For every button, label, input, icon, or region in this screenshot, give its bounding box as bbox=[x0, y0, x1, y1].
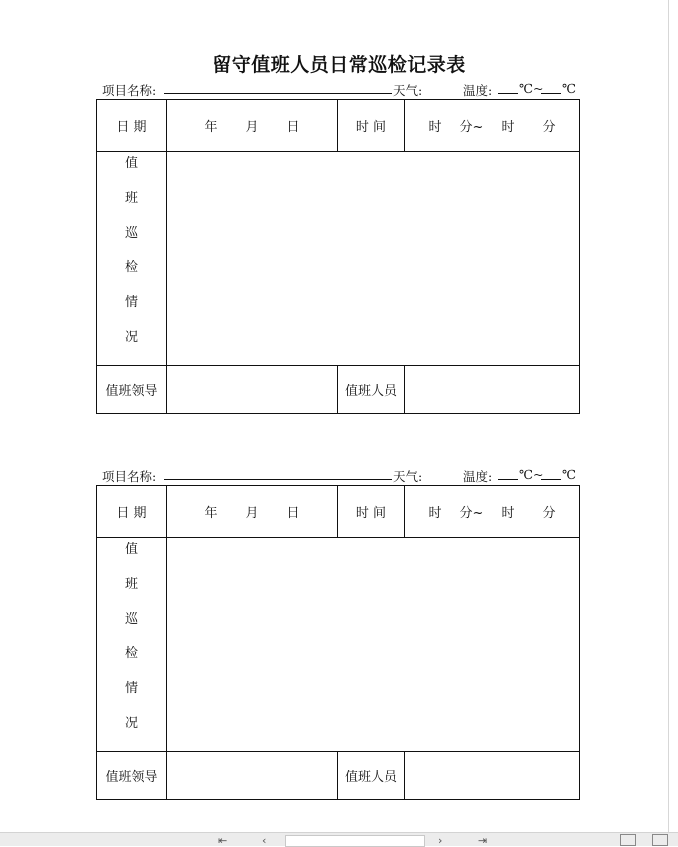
first-page-icon[interactable]: ⇤ bbox=[218, 834, 228, 847]
month-label: 月 bbox=[245, 120, 259, 135]
leader-label: 值班领导 bbox=[97, 752, 167, 800]
patrol-char: 况 bbox=[124, 330, 138, 346]
hour-label: 时 bbox=[428, 120, 442, 135]
staff-label: 值班人员 bbox=[338, 366, 405, 414]
leader-label: 值班领导 bbox=[97, 366, 167, 414]
year-label: 年 bbox=[204, 120, 218, 135]
staff-field bbox=[405, 366, 580, 414]
temp-high-blank bbox=[541, 81, 561, 94]
viewer-toolbar bbox=[0, 832, 678, 846]
project-name-label: 项目名称: bbox=[102, 469, 157, 484]
form-2-table bbox=[96, 485, 580, 800]
patrol-char: 巡 bbox=[124, 225, 138, 241]
patrol-label-cell bbox=[97, 538, 167, 752]
patrol-content-area bbox=[167, 538, 580, 752]
minute-label: 分 bbox=[542, 506, 556, 521]
patrol-char: 情 bbox=[124, 295, 138, 311]
patrol-char: 巡 bbox=[124, 611, 138, 627]
patrol-char: 情 bbox=[124, 681, 138, 697]
patrol-char: 值 bbox=[124, 542, 138, 557]
year-label: 年 bbox=[204, 506, 218, 521]
page-number-input[interactable] bbox=[285, 835, 425, 847]
patrol-char: 况 bbox=[124, 716, 138, 732]
fit-page-icon[interactable] bbox=[620, 834, 636, 846]
time-field bbox=[405, 486, 580, 538]
patrol-char: 检 bbox=[124, 646, 138, 662]
patrol-content-area bbox=[167, 152, 580, 366]
patrol-char: 检 bbox=[124, 260, 138, 276]
page-title: 留守值班人员日常巡检记录表 bbox=[212, 54, 466, 76]
hour-label: 时 bbox=[501, 120, 515, 135]
date-field bbox=[167, 486, 338, 538]
patrol-char: 班 bbox=[124, 576, 138, 592]
temperature-label: 温度: bbox=[463, 83, 493, 98]
weather-label: 天气: bbox=[393, 469, 423, 484]
patrol-char: 班 bbox=[124, 190, 138, 206]
date-label: 日 期 bbox=[97, 486, 167, 538]
day-label: 日 bbox=[286, 120, 300, 135]
time-label: 时 间 bbox=[338, 486, 405, 538]
leader-field bbox=[167, 752, 338, 800]
temp-low-blank bbox=[498, 81, 518, 94]
project-name-label: 项目名称: bbox=[102, 83, 157, 98]
form-1-info-line bbox=[102, 81, 576, 99]
page-edge bbox=[668, 0, 669, 832]
minute-range-label: 分~ bbox=[459, 506, 484, 521]
hour-label: 时 bbox=[428, 506, 442, 521]
prev-page-icon[interactable]: ‹ bbox=[262, 834, 267, 847]
temp-unit: ℃ bbox=[562, 467, 576, 482]
hour-label: 时 bbox=[501, 506, 515, 521]
minute-label: 分 bbox=[542, 120, 556, 135]
date-label: 日 期 bbox=[97, 100, 167, 152]
day-label: 日 bbox=[286, 506, 300, 521]
project-name-blank bbox=[164, 467, 392, 480]
month-label: 月 bbox=[245, 506, 259, 521]
next-page-icon[interactable]: › bbox=[438, 834, 443, 847]
temp-high-blank bbox=[541, 467, 561, 480]
time-field bbox=[405, 100, 580, 152]
staff-label: 值班人员 bbox=[338, 752, 405, 800]
patrol-char: 值 bbox=[124, 156, 138, 171]
form-2-info-line bbox=[102, 467, 576, 485]
temp-unit: ℃ bbox=[562, 81, 576, 96]
time-label: 时 间 bbox=[338, 100, 405, 152]
leader-field bbox=[167, 366, 338, 414]
patrol-label-cell bbox=[97, 152, 167, 366]
fit-width-icon[interactable] bbox=[652, 834, 668, 846]
temp-unit-range: ℃~ bbox=[519, 81, 544, 96]
last-page-icon[interactable]: ⇥ bbox=[478, 834, 488, 847]
project-name-blank bbox=[164, 81, 392, 94]
temperature-label: 温度: bbox=[463, 469, 493, 484]
temp-low-blank bbox=[498, 467, 518, 480]
staff-field bbox=[405, 752, 580, 800]
weather-label: 天气: bbox=[393, 83, 423, 98]
minute-range-label: 分~ bbox=[459, 120, 484, 135]
temp-unit-range: ℃~ bbox=[519, 467, 544, 482]
date-field bbox=[167, 100, 338, 152]
form-1-table bbox=[96, 99, 580, 414]
